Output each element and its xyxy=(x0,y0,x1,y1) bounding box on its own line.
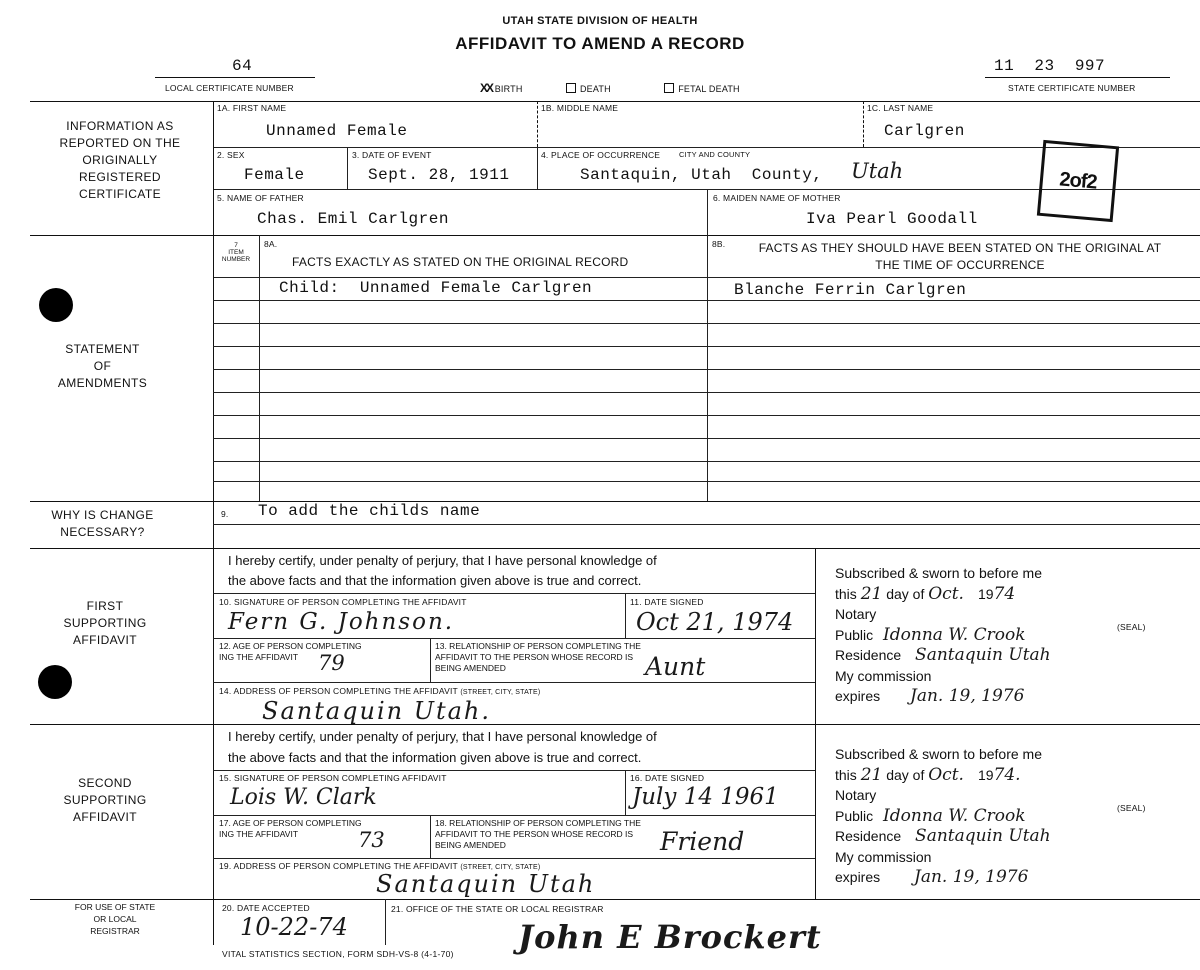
address-label-1-sub: (STREET, CITY, STATE) xyxy=(460,689,541,696)
notary-expires-line-2 xyxy=(835,867,1051,888)
page-stamp xyxy=(1037,140,1119,222)
notary-year-2: 74. xyxy=(993,764,1021,785)
relationship-label-1-line2: AFFIDAVIT TO THE PERSON WHOSE RECORD IS xyxy=(435,652,634,662)
grid-line xyxy=(213,770,815,771)
age-label-1-line1: 12. AGE OF PERSON COMPLETING xyxy=(219,641,362,651)
state-cert-underline xyxy=(985,77,1170,78)
date-accepted-value: 10-22-74 xyxy=(240,913,348,941)
notary-expires-line-1 xyxy=(835,686,1051,707)
middle-name-label: 1B. MIDDLE NAME xyxy=(541,103,619,113)
date-of-event-label: 3. DATE OF EVENT xyxy=(352,150,432,160)
fetal-death-checkbox xyxy=(664,83,674,93)
why-number: 9. xyxy=(221,509,229,519)
grid-line xyxy=(213,461,1200,462)
age-label-2 xyxy=(219,818,362,840)
relationship-label-1-line3: BEING AMENDED xyxy=(435,663,506,673)
grid-line xyxy=(625,770,626,815)
why-value: To add the childs name xyxy=(258,502,481,520)
notary-residence-1: Santaquin Utah xyxy=(915,645,1051,665)
col-a-title: FACTS EXACTLY AS STATED ON THE ORIGINAL RECORD xyxy=(292,255,629,269)
grid-line xyxy=(213,858,815,859)
grid-line xyxy=(213,524,1200,525)
notary-sworn-1: Subscribed & sworn to before me xyxy=(835,565,1042,581)
address-value-2: Santaquin Utah xyxy=(376,870,596,898)
local-cert-number: 64 xyxy=(232,57,253,75)
last-name-label: 1C. LAST NAME xyxy=(867,103,934,113)
notary-century-1: 19 xyxy=(977,585,994,602)
signature-label-2: 15. SIGNATURE OF PERSON COMPLETING AFFIDAVIT xyxy=(219,773,447,783)
notary-name-1: Idonna W. Crook xyxy=(883,624,1026,645)
relationship-label-1-line1: 13. RELATIONSHIP OF PERSON COMPLETING THE xyxy=(435,641,641,651)
section-label-why: WHY IS CHANGE NECESSARY? xyxy=(51,508,154,539)
grid-line xyxy=(537,147,538,189)
notary-sworn-2: Subscribed & sworn to before me xyxy=(835,746,1042,762)
grid-line xyxy=(213,346,1200,347)
last-name-value: Carlgren xyxy=(884,122,965,140)
birth-checkbox: XX xyxy=(480,81,493,95)
notary-month-1: Oct. xyxy=(928,583,964,604)
age-value-1: 79 xyxy=(318,651,345,675)
col-b-number: 8B. xyxy=(712,239,726,249)
grid-line xyxy=(815,548,816,724)
item-number-label xyxy=(215,242,257,263)
date-signed-1: Oct 21, 1974 xyxy=(636,608,794,636)
father-value: Chas. Emil Carlgren xyxy=(257,210,449,228)
age-label-2-line1: 17. AGE OF PERSON COMPLETING xyxy=(219,818,362,828)
birth-label: BIRTH xyxy=(494,84,523,94)
original-fact-value: Child: Unnamed Female Carlgren xyxy=(279,279,593,297)
first-name-value: Unnamed Female xyxy=(266,122,408,140)
notary-this-2: this xyxy=(835,766,857,783)
section-label-registrar: FOR USE OF STATE OR LOCAL REGISTRAR xyxy=(74,902,156,936)
col-b-title: FACTS AS THEY SHOULD HAVE BEEN STATED ON THE ORIGINAL AT THE TIME OF OCCURRENCE xyxy=(758,241,1162,272)
notary-month-2: Oct. xyxy=(928,764,964,785)
notary-commission-label-2: My commission xyxy=(835,848,932,865)
grid-line xyxy=(30,101,1200,102)
relationship-value-1: Aunt xyxy=(645,652,706,681)
grid-line xyxy=(385,899,386,945)
place-handwritten-state: Utah xyxy=(851,159,904,183)
notary-residence-label-2: Residence xyxy=(835,828,902,844)
grid-line xyxy=(213,438,1200,439)
place-value: Santaquin, Utah County, xyxy=(580,166,823,184)
punch-hole xyxy=(38,665,72,699)
notary-expires-2: Jan. 19, 1976 xyxy=(914,867,1029,887)
address-label-1 xyxy=(219,686,540,696)
mother-label: 6. MAIDEN NAME OF MOTHER xyxy=(713,193,841,203)
father-label: 5. NAME OF FATHER xyxy=(217,193,304,203)
notary-seal-1: (SEAL) xyxy=(1117,622,1146,632)
place-sublabel: CITY AND COUNTY xyxy=(679,150,751,159)
relationship-label-1 xyxy=(435,641,641,674)
grid-line xyxy=(863,101,864,147)
grid-line xyxy=(213,815,815,816)
grid-line xyxy=(30,899,1200,900)
notary-residence-2: Santaquin Utah xyxy=(915,826,1051,846)
grid-line xyxy=(213,323,1200,324)
certify-text-2b: the above facts and that the information given above is true and correct. xyxy=(228,750,642,765)
page-stamp-text: 2of2 xyxy=(1058,167,1098,194)
notary-this-1: this xyxy=(835,585,857,602)
sex-value: Female xyxy=(244,166,305,184)
notary-residence-label-1: Residence xyxy=(835,647,902,663)
notary-day-1: 21 xyxy=(860,583,883,604)
state-cert-label: STATE CERTIFICATE NUMBER xyxy=(1008,83,1136,93)
item-number-num: 7 xyxy=(234,242,238,249)
punch-hole xyxy=(39,288,73,322)
grid-line xyxy=(537,101,538,147)
age-label-1-line2: ING THE AFFIDAVIT xyxy=(219,652,299,662)
notary-public-label-1: Public xyxy=(835,626,874,643)
age-value-2: 73 xyxy=(358,828,385,852)
grid-line xyxy=(30,724,1200,725)
agency-heading: UTAH STATE DIVISION OF HEALTH xyxy=(502,15,698,27)
notary-date-line-2 xyxy=(835,765,1051,786)
grid-line xyxy=(213,392,1200,393)
notary-label-2: Notary xyxy=(835,787,877,803)
certify-text-2a: I hereby certify, under penalty of perjury, that I have personal knowledge of xyxy=(228,729,657,744)
mother-value: Iva Pearl Goodall xyxy=(806,210,978,228)
item-number-text: ITEM NUMBER xyxy=(221,249,251,263)
notary-expires-label-2: expires xyxy=(835,869,881,885)
date-signed-2: July 14 1961 xyxy=(632,784,779,810)
certify-text-1b: the above facts and that the information given above is true and correct. xyxy=(228,573,642,588)
grid-line xyxy=(815,724,816,899)
place-label: 4. PLACE OF OCCURRENCE xyxy=(541,150,661,160)
relationship-label-2-line2: AFFIDAVIT TO THE PERSON WHOSE RECORD IS xyxy=(435,829,634,839)
notary-label-1: Notary xyxy=(835,606,877,622)
age-label-2-line2: ING THE AFFIDAVIT xyxy=(219,829,299,839)
record-type-options xyxy=(480,81,740,95)
registrar-signature: John E Brockert xyxy=(518,918,822,956)
address-label-2-text: 19. ADDRESS OF PERSON COMPLETING THE AFFIDAVIT xyxy=(219,861,458,871)
notary-block-1 xyxy=(835,563,1051,707)
form-title: AFFIDAVIT TO AMEND A RECORD xyxy=(455,34,745,53)
corrected-fact-value: Blanche Ferrin Carlgren xyxy=(734,281,967,299)
death-label: DEATH xyxy=(579,84,611,94)
signature-2: Lois W. Clark xyxy=(230,785,377,810)
date-signed-label-1: 11. DATE SIGNED xyxy=(630,597,704,607)
relationship-label-2 xyxy=(435,818,641,851)
local-cert-underline xyxy=(155,77,315,78)
grid-line xyxy=(213,682,815,683)
fetal-death-label: FETAL DEATH xyxy=(678,84,740,94)
section-label-second-affidavit: SECOND SUPPORTING AFFIDAVIT xyxy=(63,776,147,824)
grid-line xyxy=(213,369,1200,370)
address-label-2-sub: (STREET, CITY, STATE) xyxy=(460,864,541,871)
notary-expires-1: Jan. 19, 1976 xyxy=(910,686,1025,706)
notary-public-label-2: Public xyxy=(835,807,874,824)
notary-seal-2: (SEAL) xyxy=(1117,803,1146,813)
section-label-first-affidavit: FIRST SUPPORTING AFFIDAVIT xyxy=(63,599,147,647)
notary-dayof-2: day of xyxy=(886,766,925,783)
grid-line xyxy=(213,300,1200,301)
grid-line xyxy=(707,189,708,235)
death-checkbox xyxy=(566,83,576,93)
notary-dayof-1: day of xyxy=(886,585,925,602)
notary-residence-line-1 xyxy=(835,645,1051,666)
notary-public-line-1 xyxy=(835,625,1051,646)
local-cert-label: LOCAL CERTIFICATE NUMBER xyxy=(165,83,294,93)
grid-line xyxy=(213,101,214,945)
grid-line xyxy=(30,501,1200,502)
grid-line xyxy=(30,235,1200,236)
grid-line xyxy=(430,638,431,682)
notary-expires-label-1: expires xyxy=(835,688,881,704)
relationship-value-2: Friend xyxy=(660,827,745,856)
grid-line xyxy=(347,147,348,189)
notary-name-2: Idonna W. Crook xyxy=(883,805,1026,826)
section-label-info: INFORMATION AS REPORTED ON THE ORIGINALLY REGISTERED CERTIFICATE xyxy=(59,119,181,201)
section-label-statement: STATEMENT OF AMENDMENTS xyxy=(57,342,148,390)
address-value-1: Santaquin Utah. xyxy=(262,697,492,725)
sex-label: 2. SEX xyxy=(217,150,245,160)
address-label-1-text: 14. ADDRESS OF PERSON COMPLETING THE AFFIDAVIT xyxy=(219,686,458,696)
grid-line xyxy=(625,593,626,638)
notary-day-2: 21 xyxy=(860,764,883,785)
grid-line xyxy=(213,481,1200,482)
date-of-event-value: Sept. 28, 1911 xyxy=(368,166,510,184)
notary-residence-line-2 xyxy=(835,826,1051,847)
notary-century-2: 19 xyxy=(977,766,994,783)
grid-line xyxy=(213,638,815,639)
notary-block-2 xyxy=(835,744,1051,888)
grid-line xyxy=(30,548,1200,549)
col-a-number: 8A. xyxy=(264,239,278,249)
grid-line xyxy=(213,415,1200,416)
first-name-label: 1A. FIRST NAME xyxy=(217,103,287,113)
relationship-label-2-line3: BEING AMENDED xyxy=(435,840,506,850)
notary-commission-label-1: My commission xyxy=(835,667,932,684)
grid-line xyxy=(430,815,431,858)
date-accepted-label: 20. DATE ACCEPTED xyxy=(222,903,310,913)
relationship-label-2-line1: 18. RELATIONSHIP OF PERSON COMPLETING THE xyxy=(435,818,641,828)
notary-date-line-1 xyxy=(835,584,1051,605)
notary-public-line-2 xyxy=(835,806,1051,827)
registrar-office-label: 21. OFFICE OF THE STATE OR LOCAL REGISTRAR xyxy=(391,904,604,914)
state-cert-number: 11 23 997 xyxy=(994,57,1106,75)
notary-year-1: 74 xyxy=(993,583,1016,604)
form-footer: VITAL STATISTICS SECTION, FORM SDH-VS-8 (4-1-70) xyxy=(222,949,454,959)
grid-line xyxy=(213,593,815,594)
signature-1: Fern G. Johnson. xyxy=(228,609,455,635)
date-signed-label-2: 16. DATE SIGNED xyxy=(630,773,705,783)
certify-text-1a: I hereby certify, under penalty of perjury, that I have personal knowledge of xyxy=(228,553,657,568)
signature-label-1: 10. SIGNATURE OF PERSON COMPLETING THE AFFIDAVIT xyxy=(219,597,467,607)
